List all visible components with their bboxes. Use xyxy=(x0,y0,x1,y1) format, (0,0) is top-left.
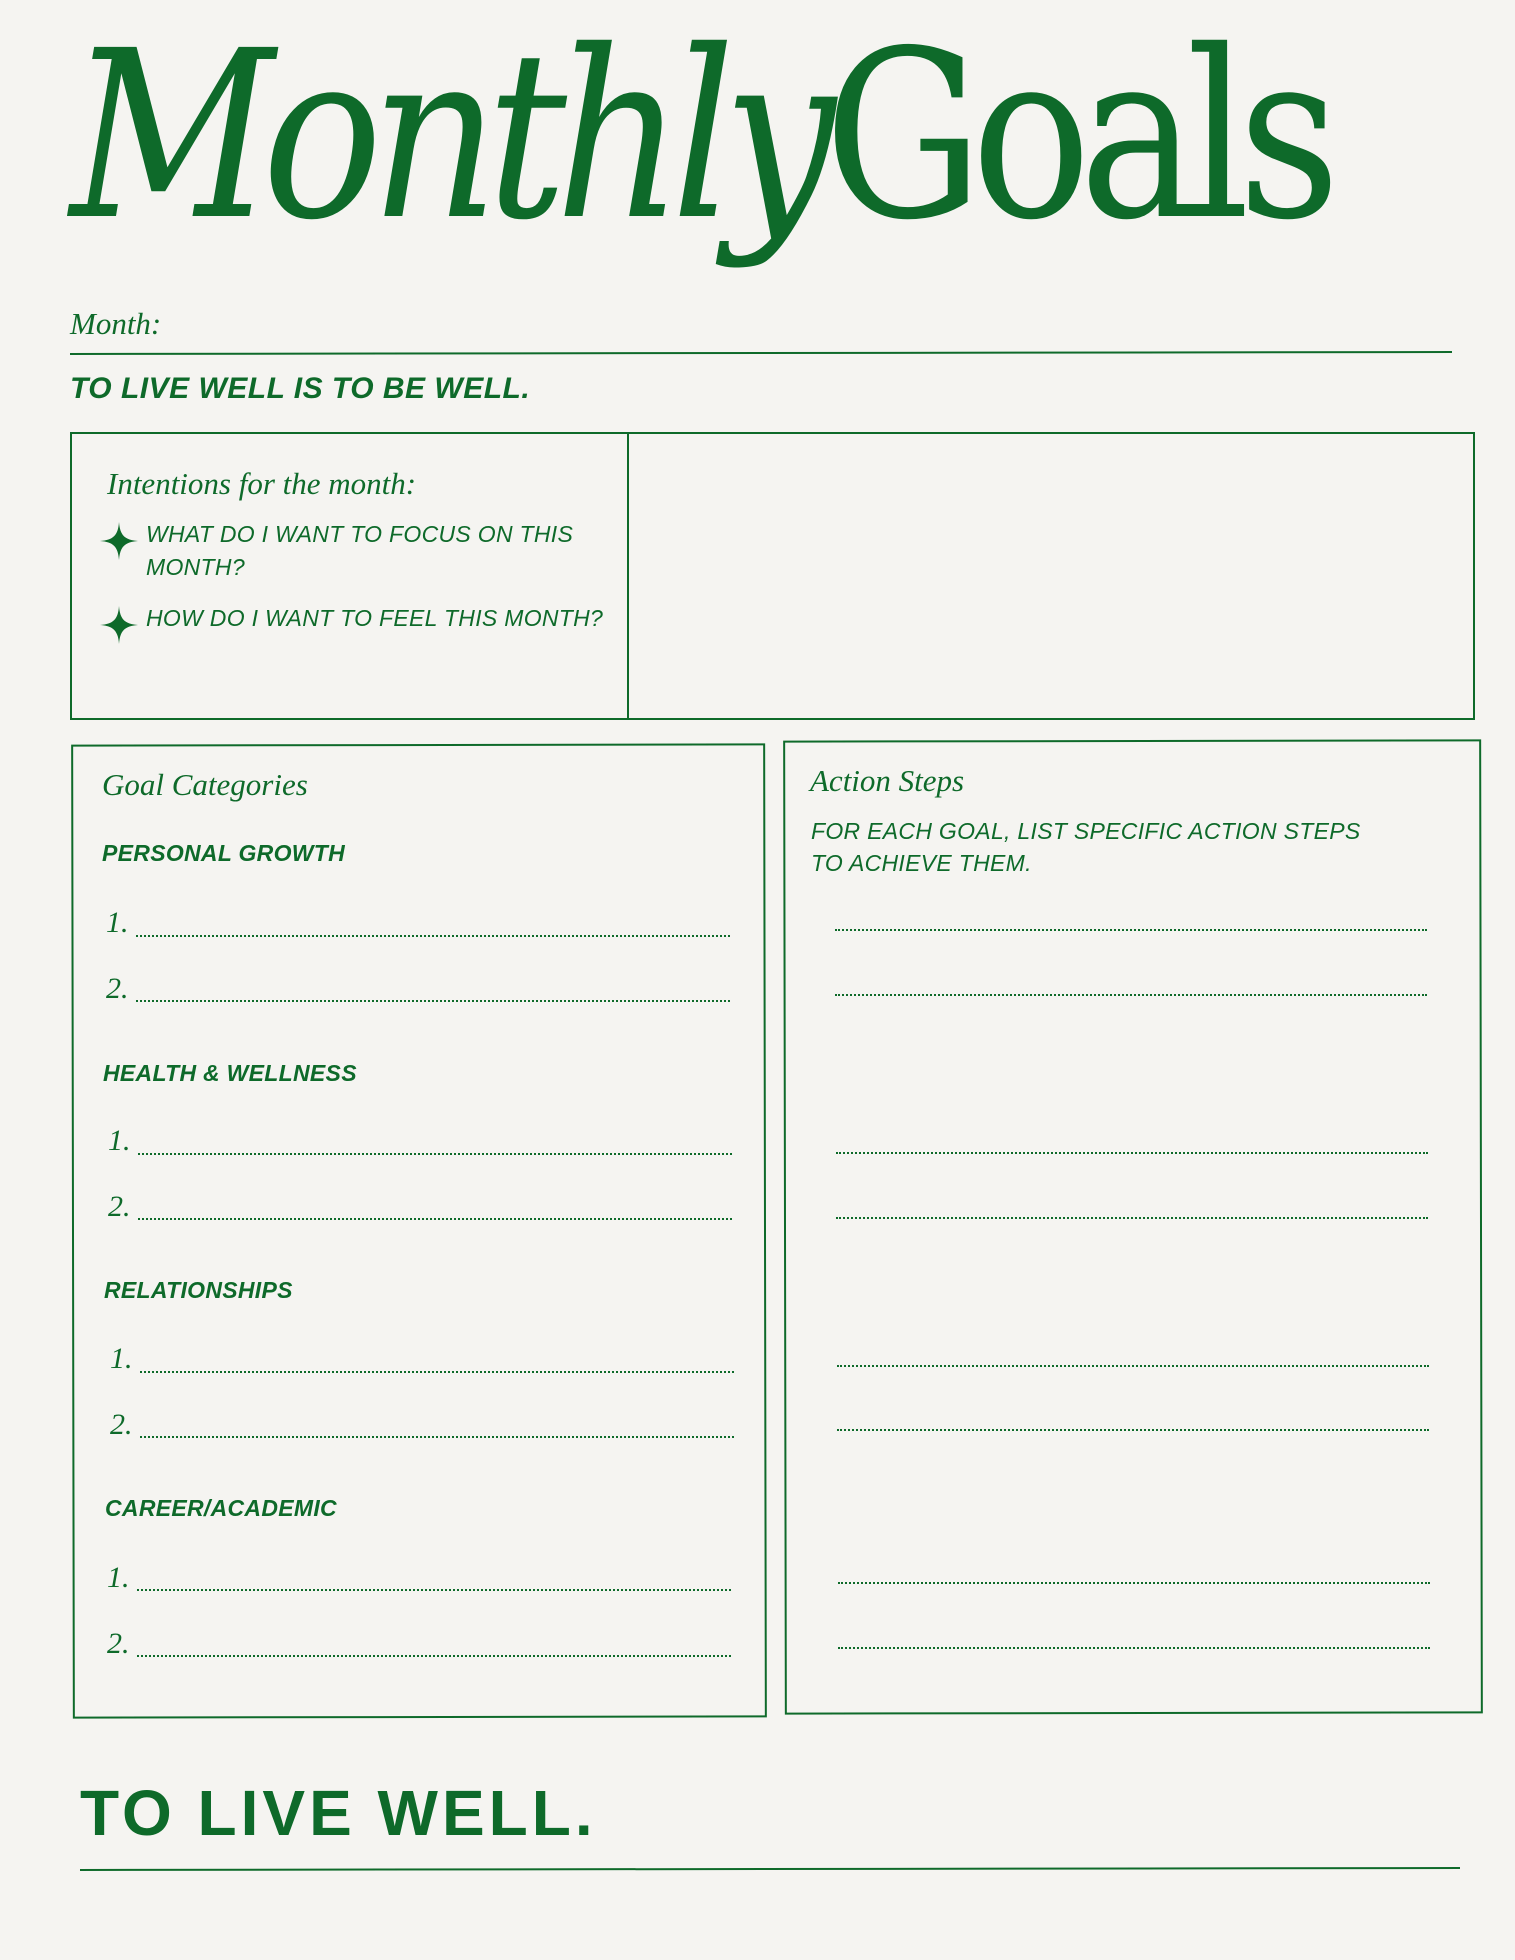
goal-number: 1. xyxy=(107,1561,130,1594)
goal-line[interactable] xyxy=(138,1153,732,1155)
goal-number: 2. xyxy=(106,972,129,1005)
page-title xyxy=(70,1,1329,271)
goal-number: 1. xyxy=(110,1342,133,1375)
category-relationships: RELATIONSHIPS xyxy=(104,1277,293,1303)
action-step-line[interactable] xyxy=(837,1429,1429,1431)
goal-number: 2. xyxy=(110,1408,133,1441)
intention-prompt-text: WHAT DO I WANT TO FOCUS ON THIS MONTH? xyxy=(146,521,574,580)
category-personal-growth: PERSONAL GROWTH xyxy=(102,840,346,866)
goal-line[interactable] xyxy=(137,1655,731,1657)
intention-prompt-feel xyxy=(100,602,606,644)
intention-prompt-focus xyxy=(100,518,606,584)
action-step-line[interactable] xyxy=(835,929,1427,931)
four-point-star-icon xyxy=(100,522,138,560)
goal-number: 1. xyxy=(108,1124,131,1157)
action-step-line[interactable] xyxy=(836,1217,1428,1219)
goal-number: 2. xyxy=(107,1627,130,1660)
motto: TO LIVE WELL IS TO BE WELL. xyxy=(70,372,531,405)
month-input-line[interactable] xyxy=(70,351,1452,355)
footer-motto: TO LIVE WELL. xyxy=(80,1777,597,1849)
category-health-wellness: HEALTH & WELLNESS xyxy=(103,1060,357,1086)
action-step-line[interactable] xyxy=(835,994,1427,996)
goal-categories-box xyxy=(71,743,767,1718)
title-word-monthly: Monthly xyxy=(70,1,824,271)
action-step-line[interactable] xyxy=(836,1152,1428,1154)
action-step-line[interactable] xyxy=(838,1647,1430,1649)
month-label: Month: xyxy=(70,306,162,341)
goal-line[interactable] xyxy=(140,1436,734,1438)
action-step-line[interactable] xyxy=(837,1365,1429,1367)
title-word-goals: Goals xyxy=(823,1,1329,271)
goal-number: 1. xyxy=(106,906,129,939)
action-steps-title: Action Steps xyxy=(810,763,965,798)
intentions-divider xyxy=(627,432,629,720)
action-step-line[interactable] xyxy=(838,1582,1430,1584)
four-point-star-icon xyxy=(100,606,138,644)
intention-prompt-text: HOW DO I WANT TO FEEL THIS MONTH? xyxy=(146,605,604,631)
intentions-title: Intentions for the month: xyxy=(107,466,417,501)
action-steps-description: FOR EACH GOAL, LIST SPECIFIC ACTION STEPS TO ACHIEVE THEM. xyxy=(811,818,1361,876)
action-steps-box xyxy=(783,739,1483,1714)
goal-number: 2. xyxy=(108,1190,131,1223)
goal-line[interactable] xyxy=(138,1218,732,1220)
goal-categories-title: Goal Categories xyxy=(102,767,308,802)
goal-line[interactable] xyxy=(137,1589,731,1591)
category-career-academic: CAREER/ACADEMIC xyxy=(105,1495,337,1521)
goal-line[interactable] xyxy=(140,1371,734,1373)
footer-line xyxy=(80,1867,1460,1871)
intentions-writing-area[interactable] xyxy=(650,450,1450,705)
goal-line[interactable] xyxy=(136,935,730,937)
goal-line[interactable] xyxy=(136,1000,730,1002)
